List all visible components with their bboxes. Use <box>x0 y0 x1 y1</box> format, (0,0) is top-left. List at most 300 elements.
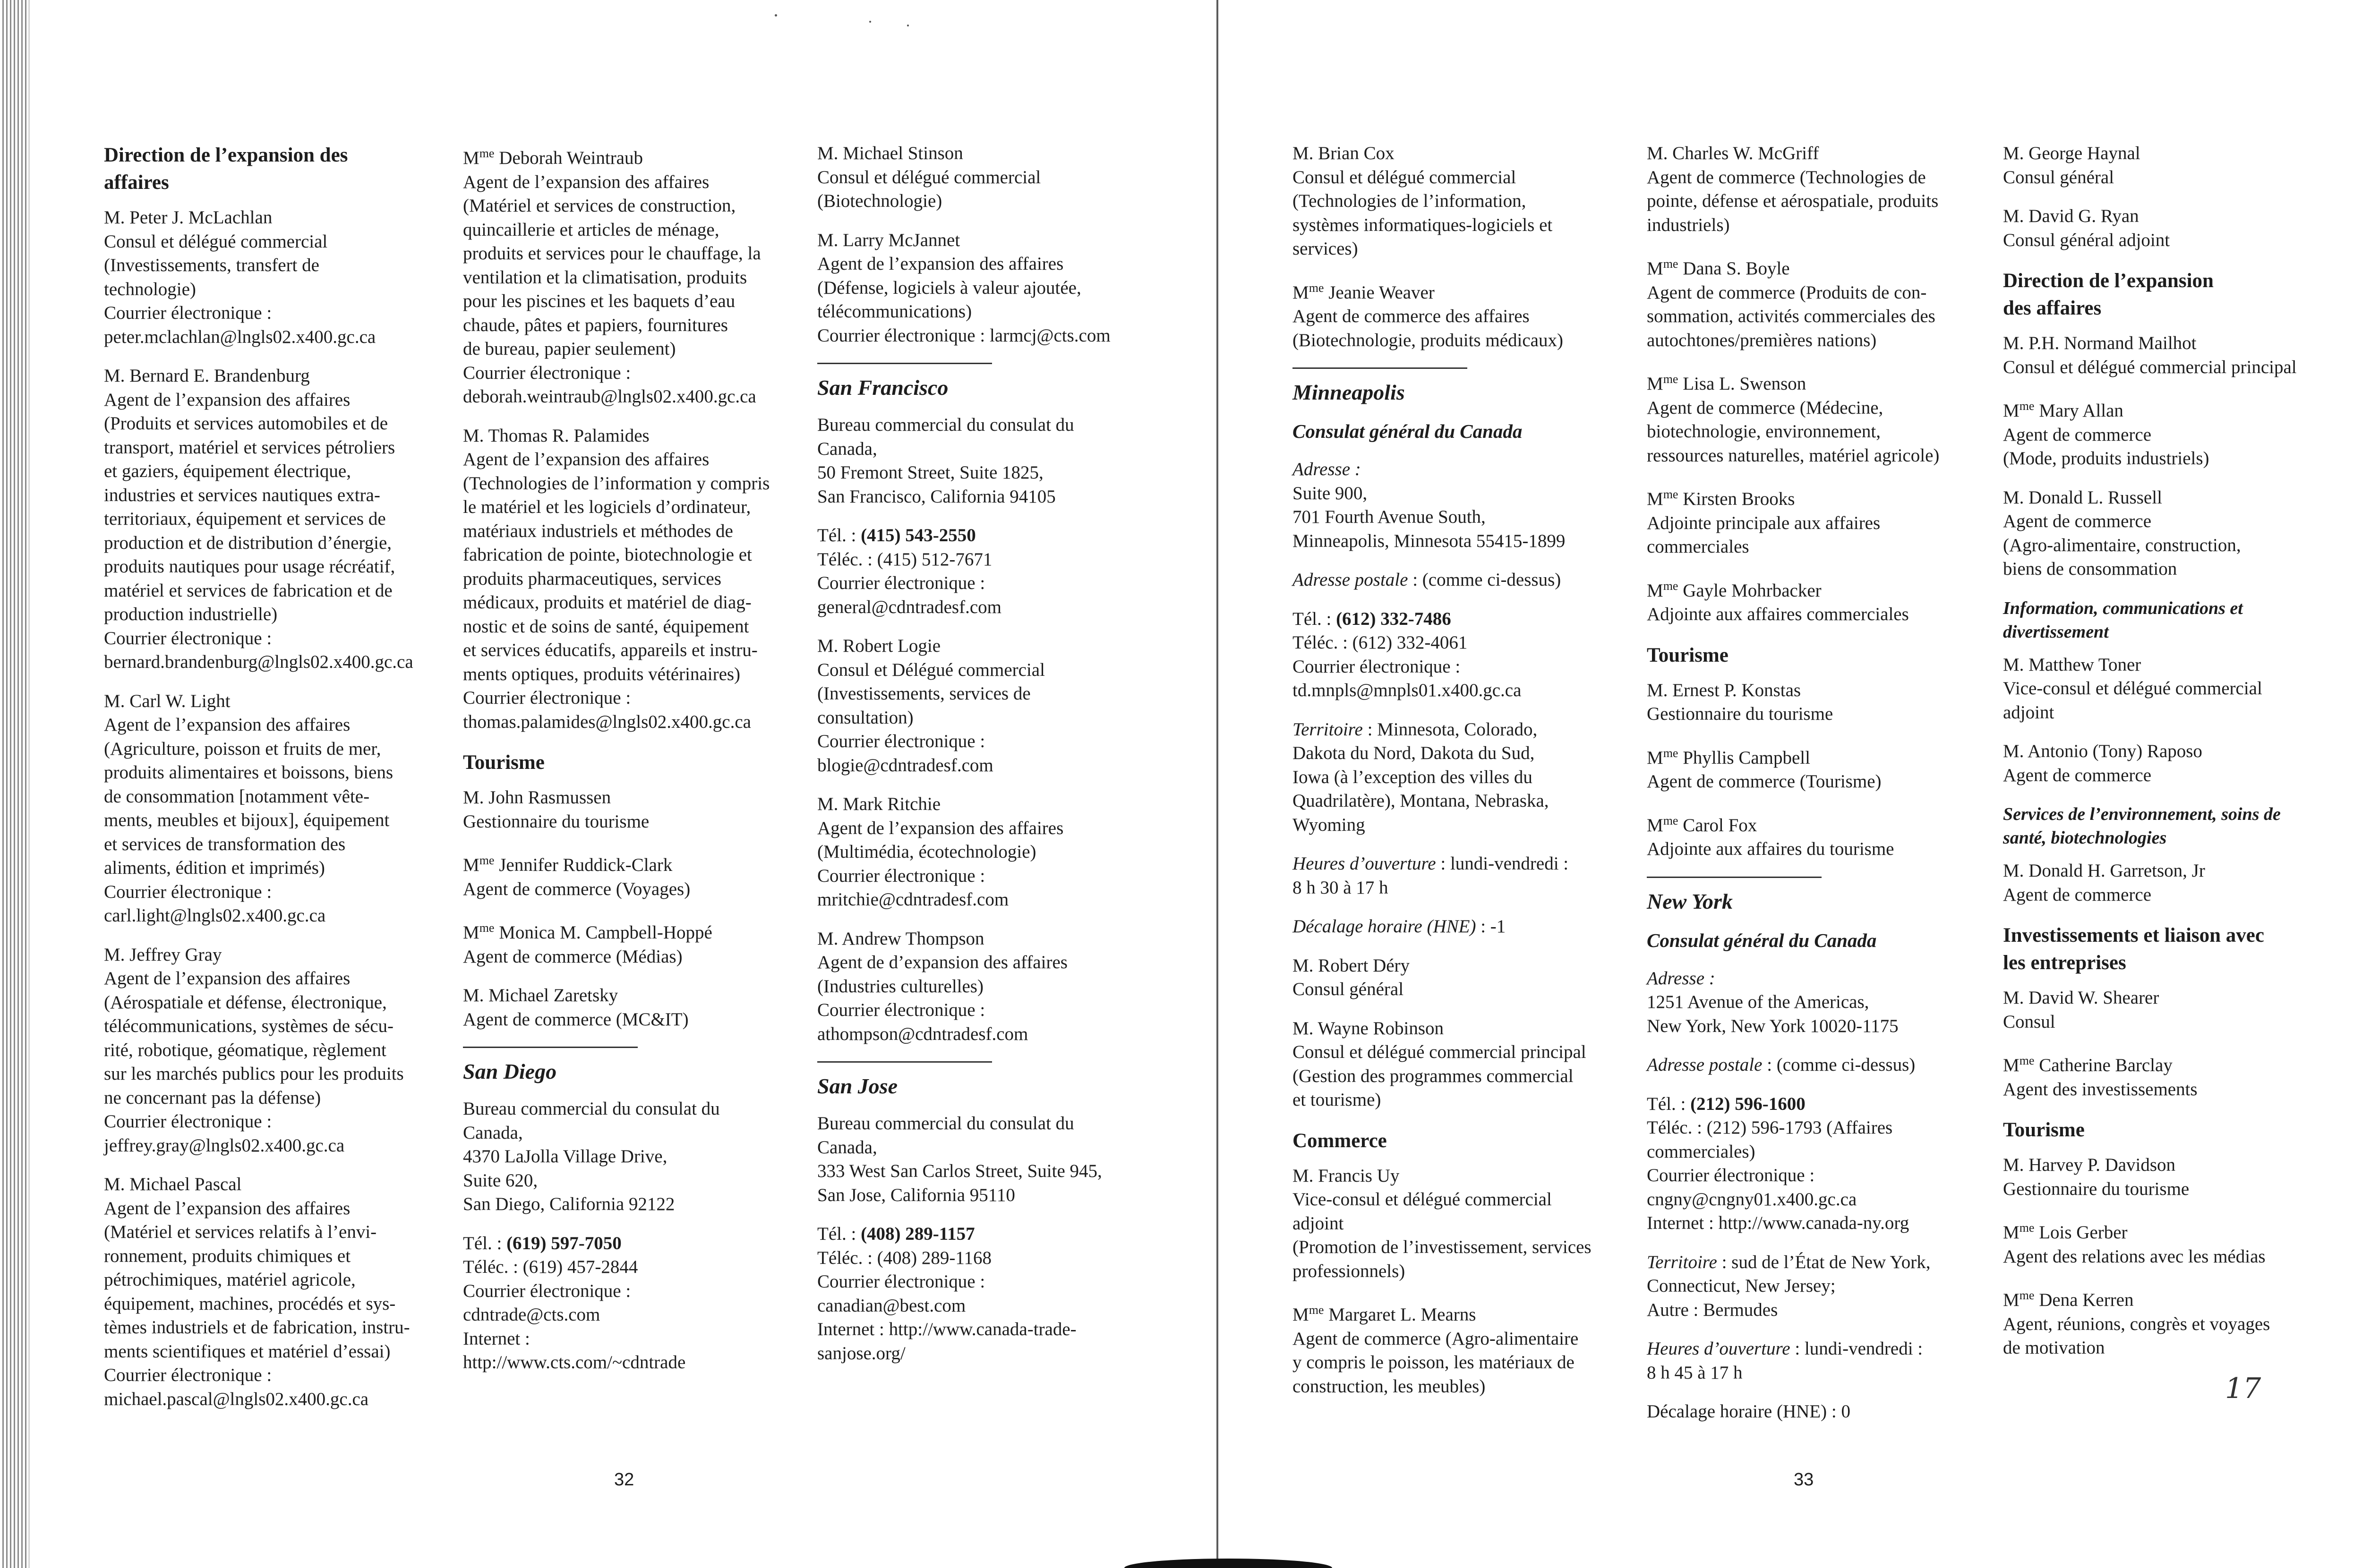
address-label: Adresse : <box>1647 968 1715 989</box>
text-line: M. Michael Pascal <box>104 1174 242 1194</box>
label: Territoire <box>1292 719 1363 740</box>
text-line: services) <box>1292 239 1358 259</box>
staff-entry <box>1292 954 1633 1002</box>
text-line: peter.mclachlan@lngls02.x400.gc.ca <box>104 326 376 347</box>
text-line: industriels) <box>1647 214 1730 235</box>
text-line: rité, robotique, géomatique, règlement <box>104 1040 386 1060</box>
text-line: Adjointe aux affaires commerciales <box>1647 604 1909 624</box>
text-line: M. Donald H. Garretson, Jr <box>2003 861 2205 881</box>
text-line: chaude, pâtes et papiers, fournitures <box>463 315 728 335</box>
honorific-sup: me <box>1663 579 1678 593</box>
text-line: 50 Fremont Street, Suite 1825, <box>817 462 1044 483</box>
text-line: ventilation et la climatisation, produits <box>463 267 747 288</box>
person-name: M. David W. Shearer <box>2003 988 2159 1008</box>
text-line: ments, meubles et bijoux], équipement <box>104 810 390 830</box>
section-rule <box>817 363 992 364</box>
text-line: M. Wayne Robinson <box>1292 1018 1444 1039</box>
text-line: Agent de commerce (Produits de con- <box>1647 282 1927 303</box>
text-line: consultation) <box>817 707 914 728</box>
phone-number: (612) 332-7486 <box>1336 608 1451 629</box>
honorific-sup: me <box>2019 1288 2035 1302</box>
text-line: 4370 LaJolla Village Drive, <box>463 1146 668 1167</box>
text-line: (Gestion des programmes commercial <box>1292 1065 1574 1086</box>
text-line: transport, matériel et services pétroliers <box>104 437 395 458</box>
person-name: M. Harvey P. Davidson <box>2003 1155 2176 1175</box>
text-line: Consul général <box>1292 979 1404 999</box>
text-line: Agent de commerce <box>2003 884 2152 905</box>
text-line: production industrielle) <box>104 604 278 624</box>
address-label: Adresse : <box>1292 459 1361 479</box>
person-name: M. Ernest P. Konstas <box>1647 680 1801 700</box>
text-line: Canada, <box>463 1122 523 1143</box>
honorific-sup: me <box>1663 257 1678 271</box>
staff-entry <box>1292 1017 1633 1112</box>
section-rule <box>1647 877 1822 878</box>
text-line: fabrication de pointe, biotechnologie et <box>463 545 752 565</box>
person-name: $M^{me}$ Dana S. Boyle <box>1647 257 1790 279</box>
text-line: Consul et délégué commercial <box>817 167 1041 187</box>
person-name: M. Francis Uy <box>1292 1165 1400 1186</box>
column-3 <box>817 142 1167 1381</box>
text-line: (Technologies de l’information y compris <box>463 473 770 494</box>
territory <box>1292 718 1633 837</box>
staff-entry <box>2003 486 2353 581</box>
staff-entry <box>1647 741 1992 794</box>
section-rule <box>1292 367 1467 369</box>
text-line: adjoint <box>1292 1213 1344 1234</box>
honorific-sup: me <box>1309 1303 1324 1317</box>
text-line: Bureau commercial du consulat du <box>463 1099 720 1119</box>
honorific-sup: me <box>1663 813 1678 827</box>
text-line: Agent de commerce <box>2003 511 2152 531</box>
hours-line: Heures d’ouverture : lundi-vendredi : <box>1292 853 1569 874</box>
text-line: blogie@cdntradesf.com <box>817 755 993 775</box>
consulate-address <box>1647 967 1992 1039</box>
staff-entry <box>817 927 1167 1047</box>
staff-entry <box>1647 142 1992 237</box>
staff-entry <box>2003 394 2353 471</box>
text-line: M. Michael Stinson <box>817 143 963 163</box>
consulate-title: Consulat général du Canada <box>1292 420 1523 442</box>
staff-entry <box>1647 574 1992 627</box>
heading-line: divertissement <box>2003 622 2109 642</box>
text-line: équipement, machines, procédés et sys- <box>104 1293 396 1314</box>
text-line: de consommation [notamment vête- <box>104 786 370 807</box>
text-line: matériel et services de fabrication et de <box>104 580 393 601</box>
territory-line: Territoire : Minnesota, Colorado, <box>1292 719 1538 740</box>
text-line: Canada, <box>817 1137 877 1158</box>
heading-line: Investissements et liaison avec <box>2003 924 2264 946</box>
contact-block <box>1647 1092 1992 1236</box>
label: Territoire <box>1647 1252 1717 1272</box>
text-line: Agent de l’expansion des affaires <box>817 254 1064 274</box>
heading-line: santé, biotechnologies <box>2003 828 2167 848</box>
text-line: Connecticut, New Jersey; <box>1647 1276 1836 1296</box>
text-line: de bureau, papier seulement) <box>463 339 676 359</box>
text-line: Agent, réunions, congrès et voyages <box>2003 1313 2270 1334</box>
section-rule <box>817 1061 992 1063</box>
text-line: cngny@cngny01.x400.gc.ca <box>1647 1189 1857 1210</box>
honorific-sup: me <box>479 853 495 867</box>
text-line: Courrier électronique : <box>463 362 631 383</box>
text-line: (Aérospatiale et défense, électronique, <box>104 992 387 1013</box>
text-line: M. Antonio (Tony) Raposo <box>2003 741 2202 761</box>
text-line: sur les marchés publics pour les produits <box>104 1064 404 1084</box>
person-name: $M^{me}$ Deborah Weintraub <box>463 146 643 168</box>
section-rule <box>463 1047 638 1048</box>
text-line: commerciales) <box>1647 1141 1755 1162</box>
text-line: nostic et de soins de santé, équipement <box>463 616 749 637</box>
text-line: Consul général <box>2003 167 2114 187</box>
text-line: produits et services pour le chauffage, la <box>463 243 761 264</box>
text-line: (Industries culturelles) <box>817 976 984 997</box>
text-line: Consul et Délégué commercial <box>817 659 1045 680</box>
label: Heures d’ouverture <box>1292 853 1436 874</box>
text-line: San Jose, California 95110 <box>817 1185 1015 1205</box>
person-name: $M^{me}$ Lisa L. Swenson <box>1647 372 1806 394</box>
text-line: Agent de d’expansion des affaires <box>817 952 1068 972</box>
consulate-title: Consulat général du Canada <box>1647 929 1877 951</box>
heading-line: Information, communications et <box>2003 598 2243 618</box>
postal-line: Adresse postale : (comme ci-dessus) <box>1647 1055 1916 1075</box>
text-line: cdntrade@cts.com <box>463 1304 600 1325</box>
text-line: jeffrey.gray@lngls02.x400.gc.ca <box>104 1135 345 1156</box>
text-line: Canada, <box>817 438 877 459</box>
text-line: Iowa (à l’exception des villes du <box>1292 767 1532 787</box>
text-line: Agent de commerce (Agro-alimentaire <box>1292 1328 1579 1349</box>
page-number-left: 32 <box>614 1470 634 1490</box>
staff-entry <box>104 206 454 349</box>
honorific-sup: me <box>1663 746 1678 760</box>
text-line: (Agro-alimentaire, construction, <box>2003 535 2241 555</box>
staff-entry <box>104 690 454 928</box>
contact-block <box>1292 607 1633 703</box>
person-name: M. Michael Zaretsky <box>463 985 618 1006</box>
city-heading: San Jose <box>817 1074 898 1098</box>
staff-entry <box>1647 483 1992 559</box>
text-line: produits nautiques pour usage récréatif, <box>104 556 395 577</box>
text-line: produits alimentaires et boissons, biens <box>104 762 394 783</box>
staff-entry <box>1647 679 1992 726</box>
text-line: M. George Haynal <box>2003 143 2140 163</box>
text-line: Agent de commerce (Technologies de <box>1647 167 1926 187</box>
section-heading <box>1647 642 1992 669</box>
text-line: Gestionnaire du tourisme <box>463 811 650 832</box>
text-line: Agent de l’expansion des affaires <box>104 715 351 735</box>
text-line: et services de transformation des <box>104 834 346 854</box>
section-heading <box>104 142 454 196</box>
staff-entry <box>2003 1284 2353 1360</box>
text-line: Suite 620, <box>463 1170 538 1191</box>
text-line: Décalage horaire (HNE) : 0 <box>1647 1401 1850 1422</box>
subsection-heading <box>2003 597 2353 644</box>
staff-entry <box>2003 859 2353 907</box>
section-heading <box>2003 1116 2353 1144</box>
text-line: (Promotion de l’investissement, services <box>1292 1237 1592 1257</box>
text-line: de motivation <box>2003 1338 2105 1358</box>
text-line: le matériel et les logiciels d’ordinateur, <box>463 497 751 517</box>
book-gutter <box>1216 0 1218 1568</box>
text-line: Courrier électronique : <box>104 303 272 323</box>
staff-entry <box>463 424 813 734</box>
text-line: thomas.palamides@lngls02.x400.gc.ca <box>463 711 751 732</box>
column-4 <box>1292 142 1633 1414</box>
text-line: Bureau commercial du consulat du <box>817 1113 1074 1133</box>
text-line: M. Jeffrey Gray <box>104 944 222 965</box>
text-line: biotechnologie, environnement, <box>1647 421 1881 442</box>
text-line: carl.light@lngls02.x400.gc.ca <box>104 905 326 926</box>
text-line: (Matériel et services relatifs à l’envi- <box>104 1222 377 1242</box>
text-line: M. David G. Ryan <box>2003 206 2139 226</box>
city-heading: San Francisco <box>817 375 949 400</box>
text-line: Courrier électronique : <box>817 731 985 751</box>
text-line: Agent des investissements <box>2003 1079 2198 1099</box>
text-line: M. Larry McJannet <box>817 230 960 250</box>
honorific-sup: me <box>1663 372 1678 386</box>
subsection-heading <box>2003 802 2353 850</box>
scan-speck <box>869 21 871 23</box>
person-name: $M^{me}$ Lois Gerber <box>2003 1221 2128 1243</box>
text-line: (Multimédia, écotechnologie) <box>817 842 1036 862</box>
text-line: Vice-consul et délégué commercial <box>1292 1189 1552 1210</box>
scan-speck <box>907 25 909 26</box>
text-line: Suite 900, <box>1292 483 1368 503</box>
section-heading <box>2003 922 2353 977</box>
text-line: M. Robert Déry <box>1292 955 1410 976</box>
text-line: (Biotechnologie, produits médicaux) <box>1292 330 1563 350</box>
column-1 <box>104 142 454 1426</box>
staff-entry <box>463 142 813 409</box>
text-line: Gestionnaire du tourisme <box>2003 1178 2190 1199</box>
text-line: Internet : http://www.canada-trade- <box>817 1319 1077 1339</box>
staff-entry <box>104 1173 454 1411</box>
text-line: Agent de commerce des affaires <box>1292 306 1530 326</box>
person-name: $M^{me}$ Kirsten Brooks <box>1647 487 1795 509</box>
text-line: médicaux, produits et matériel de diag- <box>463 592 752 613</box>
text-line: Consul et délégué commercial <box>104 231 328 252</box>
staff-entry <box>104 364 454 674</box>
text-line: Internet : <box>463 1328 530 1349</box>
heading-line: Direction de l’expansion des <box>104 144 348 166</box>
city-heading: San Diego <box>463 1059 557 1083</box>
staff-entry <box>2003 332 2353 379</box>
text-line: Agent de l’expansion des affaires <box>104 968 351 989</box>
postal-address <box>1647 1053 1992 1077</box>
text-line: Téléc. : (612) 332-4061 <box>1292 632 1468 653</box>
scan-speck <box>775 14 777 17</box>
section-heading <box>1292 1127 1633 1155</box>
staff-entry <box>1292 276 1633 353</box>
text-line: Courrier électronique : <box>104 628 272 648</box>
text-line: Bureau commercial du consulat du <box>817 415 1074 435</box>
city-heading: Minneapolis <box>1292 380 1405 404</box>
text-line: tèmes industriels et de fabrication, instru- <box>104 1317 410 1338</box>
text-line: td.mnpls@mnpls01.x400.gc.ca <box>1292 680 1522 700</box>
text-line: Téléc. : (408) 289-1168 <box>817 1247 992 1268</box>
text-line: produits pharmaceutiques, services <box>463 568 721 589</box>
text-line: matériaux industriels et méthodes de <box>463 520 733 541</box>
text-line: Gestionnaire du tourisme <box>1647 704 1833 724</box>
text-line: Wyoming <box>1292 814 1365 835</box>
time-zone <box>1292 915 1633 939</box>
honorific-sup: me <box>1663 487 1678 501</box>
text-line: production et de distribution d’énergie, <box>104 532 392 553</box>
text-line: Consul général adjoint <box>2003 230 2170 250</box>
postal-line: Adresse postale : (comme ci-dessus) <box>1292 570 1561 590</box>
text-line: Courrier électronique : <box>1292 656 1461 677</box>
hours-time: 8 h 45 à 17 h <box>1647 1362 1743 1383</box>
text-line: Consul <box>2003 1011 2055 1032</box>
text-line: Courrier électronique : <box>1647 1165 1815 1185</box>
staff-entry <box>1647 252 1992 352</box>
text-line: Courrier électronique : <box>817 1271 985 1292</box>
heading-line: Tourisme <box>463 751 545 774</box>
honorific-sup: me <box>2019 399 2035 413</box>
heading-line: Tourisme <box>2003 1119 2085 1141</box>
text-line: Courrier électronique : <box>817 1000 985 1020</box>
text-line: Consul et délégué commercial principal <box>1292 1042 1586 1062</box>
person-name: M. Thomas R. Palamides <box>463 425 650 446</box>
text-line: Consul et délégué commercial principal <box>2003 357 2297 377</box>
section-heading <box>463 749 813 776</box>
phone-line: Tél. : (612) 332-7486 <box>1292 608 1451 629</box>
text-line: (Biotechnologie) <box>817 191 942 211</box>
staff-entry <box>817 142 1167 213</box>
text-line: professionnels) <box>1292 1261 1405 1281</box>
text-line: industries et services nautiques extra- <box>104 485 380 505</box>
phone-number: (415) 543-2550 <box>861 525 976 545</box>
heading-line: des affaires <box>2003 297 2102 319</box>
text-line: Agent de l’expansion des affaires <box>463 171 710 192</box>
contact-block <box>463 1232 813 1375</box>
page-number-right: 33 <box>1794 1470 1814 1490</box>
text-line: ments scientifiques et matériel d’essai) <box>104 1341 391 1362</box>
text-line: Agent de l’expansion des affaires <box>463 449 710 469</box>
text-line: Minneapolis, Minnesota 55415-1899 <box>1292 530 1566 551</box>
person-name: $M^{me}$ Gayle Mohrbacker <box>1647 579 1822 601</box>
text-line: (Défense, logiciels à valeur ajoutée, <box>817 277 1081 298</box>
office-hours <box>1647 1337 1992 1385</box>
text-line: Agent de commerce (Tourisme) <box>1647 771 1882 792</box>
honorific-sup: me <box>479 146 495 160</box>
binding-shadow <box>1124 1559 1332 1568</box>
staff-entry <box>817 793 1167 912</box>
text-line: ments optiques, produits vétérinaires) <box>463 664 741 684</box>
person-name: M. P.H. Normand Mailhot <box>2003 333 2197 353</box>
phone-number: (212) 596-1600 <box>1690 1093 1806 1114</box>
text-line: Téléc. : (619) 457-2844 <box>463 1257 638 1277</box>
text-line: Agent de l’expansion des affaires <box>104 1198 351 1219</box>
text-line: Agent de l’expansion des affaires <box>817 818 1064 838</box>
consulate-address <box>1292 458 1633 553</box>
handwritten-note: 17 <box>2225 1372 2261 1405</box>
hours-time: 8 h 30 à 17 h <box>1292 877 1388 898</box>
staff-entry <box>463 984 813 1031</box>
heading-line: Commerce <box>1292 1129 1387 1152</box>
text-line: Courrier électronique : <box>463 1280 631 1301</box>
text-line: y compris le poisson, les matériaux de <box>1292 1352 1575 1372</box>
person-name: M. Donald L. Russell <box>2003 487 2162 508</box>
staff-entry <box>2003 1216 2353 1269</box>
text-line: M. Matthew Toner <box>2003 654 2141 675</box>
office-address <box>463 1097 813 1217</box>
text-line: (Investissements, services de <box>817 683 1031 704</box>
timezone-line: Décalage horaire (HNE) : -1 <box>1292 916 1506 937</box>
text-line: télécommunications) <box>817 301 972 322</box>
text-line: commerciales <box>1647 537 1749 557</box>
text-line: http://www.cts.com/~cdntrade <box>463 1352 686 1372</box>
phone-line: Tél. : (415) 543-2550 <box>817 525 976 545</box>
text-line: M. Mark Ritchie <box>817 794 941 814</box>
heading-line: Tourisme <box>1647 644 1729 666</box>
text-line: Adjointe aux affaires du tourisme <box>1647 839 1894 859</box>
text-line: M. Peter J. McLachlan <box>104 207 273 228</box>
heading-line: Services de l’environnement, soins de <box>2003 804 2281 824</box>
phone-line: Tél. : (408) 289-1157 <box>817 1224 975 1244</box>
text-line: M. Carl W. Light <box>104 690 231 711</box>
contact-block <box>817 1222 1167 1365</box>
left-page-edge <box>0 0 29 1568</box>
text-line: (Mode, produits industriels) <box>2003 448 2209 469</box>
text-line: Vice-consul et délégué commercial <box>2003 678 2262 699</box>
city-heading: New York <box>1647 889 1733 913</box>
staff-entry <box>2003 1049 2353 1101</box>
column-2 <box>463 142 813 1390</box>
text-line: Consul et délégué commercial <box>1292 167 1516 187</box>
honorific-sup: me <box>2019 1054 2035 1067</box>
text-line: athompson@cdntradesf.com <box>817 1023 1028 1044</box>
honorific-sup: me <box>479 921 495 935</box>
text-line: deborah.weintraub@lngls02.x400.gc.ca <box>463 386 756 407</box>
text-line: Courrier électronique : <box>104 1365 272 1385</box>
text-line: (Matériel et services de construction, <box>463 196 736 216</box>
text-line: sommation, activités commerciales des <box>1647 306 1935 326</box>
postal-address <box>1292 568 1633 592</box>
person-name: $M^{me}$ Mary Allan <box>2003 399 2123 421</box>
text-line: (Investissements, transfert de <box>104 255 319 275</box>
text-line: ressources naturelles, matériel agricole) <box>1647 445 1940 466</box>
staff-entry <box>1647 367 1992 468</box>
text-line: et gaziers, équipement électrique, <box>104 461 351 481</box>
text-line: aliments, édition et imprimés) <box>104 858 325 878</box>
text-line: technologie) <box>104 279 196 299</box>
text-line: Dakota du Nord, Dakota du Sud, <box>1292 743 1535 763</box>
office-hours <box>1292 852 1633 900</box>
text-line: Courrier électronique : <box>817 865 985 886</box>
column-5 <box>1647 142 1992 1439</box>
text-line: (Produits et services automobiles et de <box>104 413 388 434</box>
text-line: télécommunications, systèmes de sécu- <box>104 1016 394 1036</box>
text-line: general@cdntradesf.com <box>817 597 1001 617</box>
text-line: et services éducatifs, appareils et instru- <box>463 640 758 660</box>
time-zone <box>1647 1400 1992 1424</box>
section-heading <box>2003 267 2353 322</box>
text-line: M. Robert Logie <box>817 636 941 656</box>
phone-line: Tél. : (619) 597-7050 <box>463 1233 622 1253</box>
text-line: construction, les meubles) <box>1292 1376 1486 1397</box>
staff-entry <box>817 634 1167 777</box>
office-address <box>817 1112 1167 1207</box>
text-line: Agent des relations avec les médias <box>2003 1246 2266 1267</box>
text-line: Courrier électronique : <box>463 688 631 708</box>
person-name: M. John Rasmussen <box>463 787 611 808</box>
staff-entry <box>817 229 1167 348</box>
text-line: Téléc. : (212) 596-1793 (Affaires <box>1647 1117 1893 1138</box>
contact-block <box>817 524 1167 619</box>
text-line: bernard.brandenburg@lngls02.x400.gc.ca <box>104 652 413 672</box>
text-line: (Technologies de l’information, <box>1292 191 1526 211</box>
staff-entry <box>2003 740 2353 787</box>
